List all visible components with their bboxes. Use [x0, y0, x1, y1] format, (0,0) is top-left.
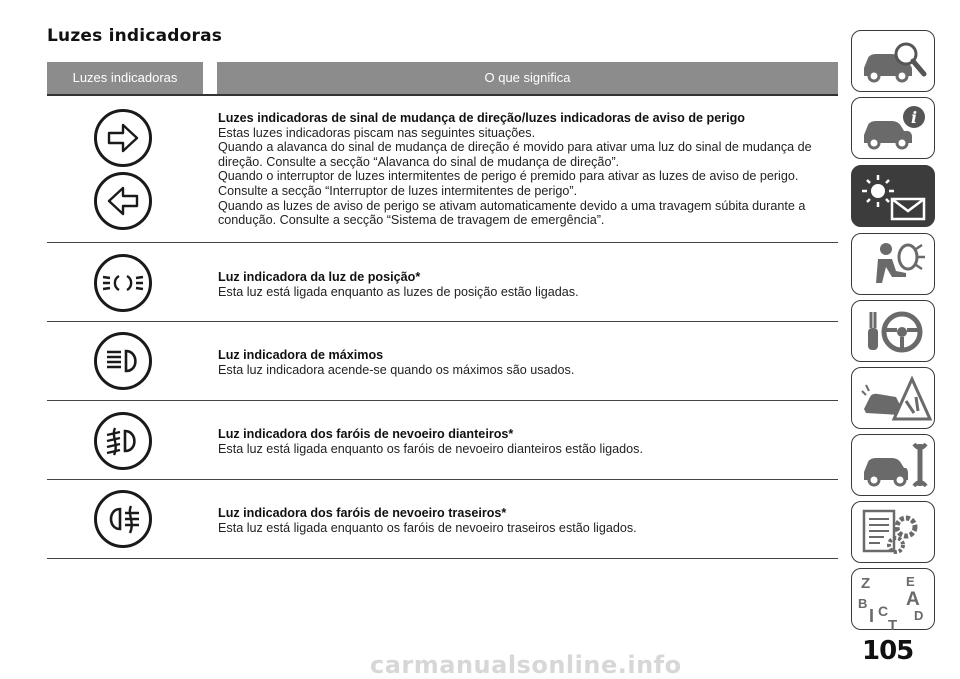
car-wrench-icon [856, 438, 932, 492]
page-number: 105 [862, 636, 914, 666]
tab-warning-lights[interactable] [851, 165, 935, 227]
key-steering-wheel-icon [856, 304, 932, 358]
page-title: Luzes indicadoras [47, 26, 223, 46]
row-heading: Luz indicadora dos faróis de nevoeiro dianteiros* [218, 427, 514, 441]
row-heading: Luz indicadora da luz de posição* [218, 270, 421, 284]
table-row [47, 243, 838, 322]
index-letter: C [878, 603, 889, 619]
table-header [47, 62, 838, 96]
index-letter: Z [861, 575, 871, 592]
airbag-person-icon [856, 237, 932, 291]
header-col-icons: Luzes indicadoras [72, 70, 178, 85]
alphabet-index-icon [856, 572, 932, 634]
index-letter: T [888, 617, 898, 634]
position-light-icon [93, 253, 153, 313]
index-letter: E [906, 574, 915, 589]
row-heading: Luz indicadora de máximos [218, 348, 384, 362]
turn-left-arrow-icon [93, 171, 153, 231]
rear-fog-light-icon [93, 489, 153, 549]
row-heading: Luz indicadora dos faróis de nevoeiro traseiros* [218, 506, 507, 520]
row-text: Esta luz indicadora acende-se quando os máximos são usados. [218, 362, 575, 377]
front-fog-light-icon [93, 411, 153, 471]
header-col-meaning: O que significa [484, 70, 571, 85]
index-letter: A [906, 589, 920, 610]
svg-text:i: i [911, 108, 918, 127]
index-letter: I [869, 606, 875, 626]
row-text: Quando o interruptor de luzes intermitentes de perigo é premido para ativar as luzes de aviso de perigo. Consulte a secção “Interruptor de luzes intermitentes de perigo”. [218, 169, 799, 198]
row-text: Quando as luzes de aviso de perigo se ativam automaticamente devido a uma travagem súbita durante a condução. Consulte a secção “Sistema de travagem de emergência”. [218, 198, 806, 228]
specs-gears-icon [856, 505, 932, 559]
tab-starting-driving[interactable] [851, 300, 935, 362]
row-description [218, 506, 818, 535]
row-text: Estas luzes indicadoras piscam nas seguintes situações. [218, 125, 536, 140]
table-row [47, 480, 838, 559]
car-magnifier-icon [856, 34, 932, 88]
car-crash-warning-icon [856, 371, 932, 425]
tab-emergency[interactable] [851, 367, 935, 429]
row-description [218, 427, 818, 456]
table-row [47, 322, 838, 401]
car-info-icon [856, 101, 932, 155]
watermark: carmanualsonline.info [370, 651, 682, 679]
row-text: Esta luz está ligada enquanto os faróis de nevoeiro dianteiros estão ligados. [218, 441, 643, 456]
tab-maintenance[interactable] [851, 434, 935, 496]
table-row [47, 96, 838, 243]
index-letter: D [914, 608, 924, 623]
row-description [218, 348, 818, 377]
high-beam-icon [93, 331, 153, 391]
tab-index[interactable] [851, 568, 935, 634]
tab-safety[interactable] [851, 233, 935, 295]
warning-light-envelope-icon [856, 169, 932, 223]
row-description [218, 270, 818, 299]
row-description [218, 111, 818, 228]
table-row [47, 401, 838, 480]
turn-right-arrow-icon [93, 108, 153, 168]
row-heading: Luzes indicadoras de sinal de mudança de direção/luzes indicadoras de aviso de perigo [218, 111, 746, 125]
index-letter: B [858, 596, 868, 611]
tab-car-search[interactable] [851, 30, 935, 92]
row-text: Esta luz está ligada enquanto as luzes de posição estão ligadas. [218, 284, 579, 299]
tab-car-info[interactable] [851, 97, 935, 159]
header-separator [203, 62, 217, 94]
row-text: Esta luz está ligada enquanto os faróis de nevoeiro traseiros estão ligados. [218, 520, 637, 535]
tab-technical-specs[interactable] [851, 501, 935, 563]
row-text: Quando a alavanca do sinal de mudança de direção é movido para ativar uma luz do sinal de mudança de direção. Consulte a secção “Alavanca do sinal de mudança de direção”. [218, 140, 812, 169]
